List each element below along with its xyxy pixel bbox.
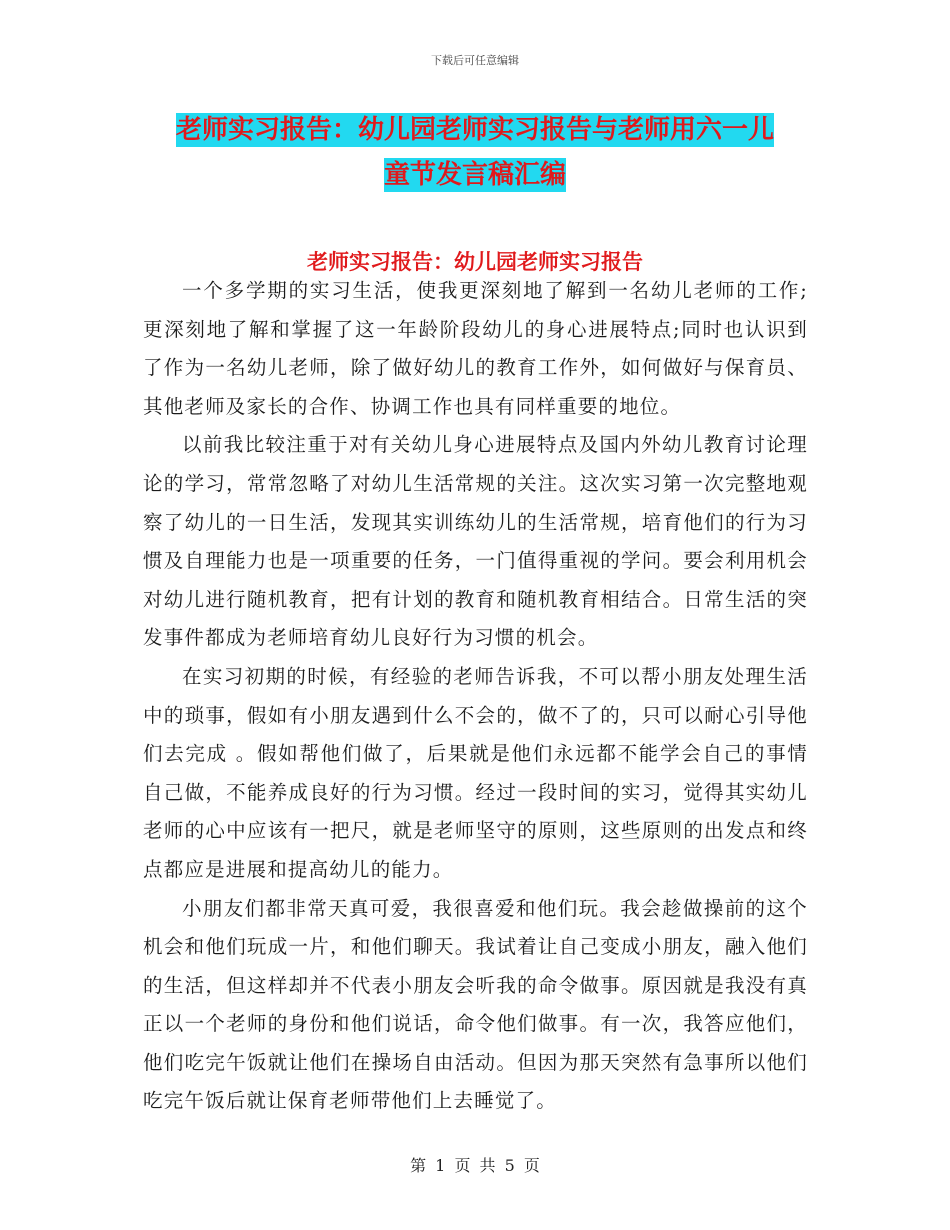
page-footer: 第 1 页 共 5 页 (410, 1156, 540, 1175)
body-text (143, 272, 808, 1121)
paragraph: 以前我比较注重于对有关幼儿身心进展特点及国内外幼儿教育讨论理论的学习，常常忽略了对幼儿生活常规的关注。这次实习第一次完整地观察了幼儿的一日生活，发现其实训练幼儿的生活常规，培育他们的行为习惯及自理能力也是一项重要的任务，一门值得重视的学问。要会利用机会对幼儿进行随机教育，把有计划的教育和随机教育相结合。日常生活的突发事件都成为老师培育幼儿良好行为习惯的机会。 (143, 433, 808, 650)
document-title-line-1: 老师实习报告：幼儿园老师实习报告与老师用六一儿 (175, 115, 774, 145)
document-title-line-2: 童节发言稿汇编 (383, 160, 566, 190)
header-note: 下载后可任意编辑 (431, 54, 519, 67)
document-title (145, 108, 805, 198)
paragraph: 小朋友们都非常天真可爱，我很喜爱和他们玩。我会趁做操前的这个机会和他们玩成一片，和他们聊天。我试着让自己变成小朋友，融入他们的生活，但这样却并不代表小朋友会听我的命令做事。原因就是我没有真正以一个老师的身份和他们说话，命令他们做事。有一次，我答应他们，他们吃完午饭就让他们在操场自由活动。但因为那天突然有急事所以他们吃完午饭后就让保育老师带他们上去睡觉了。 (143, 896, 808, 1113)
section-title: 老师实习报告：幼儿园老师实习报告 (307, 250, 643, 274)
paragraph: 在实习初期的时候，有经验的老师告诉我，不可以帮小朋友处理生活中的琐事，假如有小朋友遇到什么不会的，做不了的，只可以耐心引导他们去完成 。假如帮他们做了，后果就是他们永远都不能学会自己的事情自己做，不能养成良好的行为习惯。经过一段时间的实习，觉得其实幼儿老师的心中应该有一把尺，就是老师坚守的原则，这些原则的出发点和终点都应是进展和提高幼儿的能力。 (143, 664, 808, 881)
paragraph: 一个多学期的实习生活，使我更深刻地了解到一名幼儿老师的工作;更深刻地了解和掌握了这一年龄阶段幼儿的身心进展特点;同时也认识到了作为一名幼儿老师，除了做好幼儿的教育工作外，如何做好与保育员、其他老师及家长的合作、协调工作也具有同样重要的地位。 (143, 279, 808, 418)
